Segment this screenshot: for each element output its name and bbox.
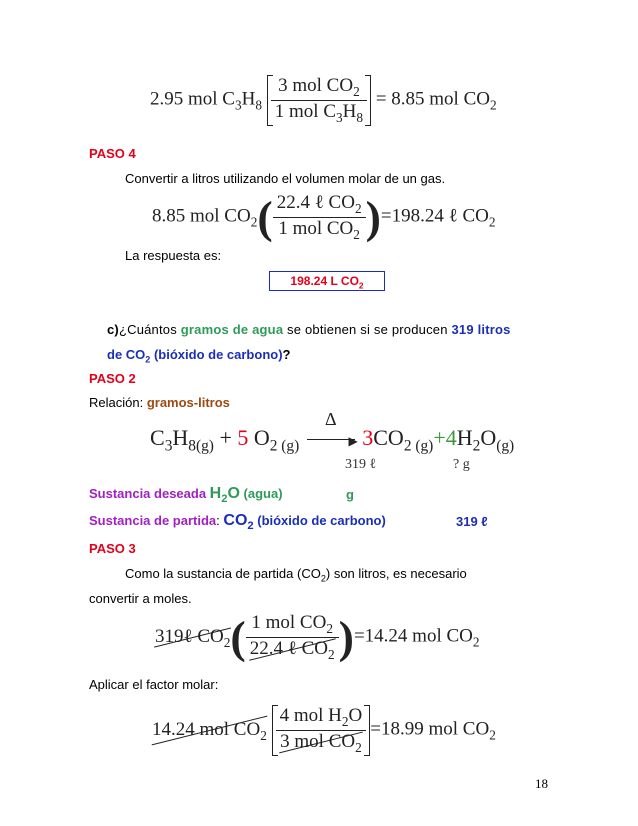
question-c-line-2: de $CO_2$ (bióxido de carbono)? xyxy=(107,347,291,365)
equation-c3h8-to-co2: 2.95 mol $C_3H_8$ $\frac{3 mol CO_2}{1 mol C_3H_8}$ = 8.85 mol $CO_2$ xyxy=(150,75,497,125)
paso-4-text: Convertir a litros utilizando el volumen molar de un gas. xyxy=(125,171,446,186)
relation-line: Relación: gramos-litros xyxy=(89,395,230,410)
factor-molar-text: Aplicar el factor molar: xyxy=(89,677,219,692)
h2o-amount-label: ? g xyxy=(453,457,470,472)
equation-moles-to-liters: 8.85 mol $CO_2$( $\frac{22.4 \ell CO_2}{1 mol CO_2}$ )=198.24 ℓ $CO_2$ xyxy=(152,191,496,243)
question-c-line-1: c)¿Cuántos gramos de agua se obtienen si se producen 319 litros xyxy=(107,322,511,337)
answer-intro: La respuesta es: xyxy=(125,248,222,263)
paso-3-text-line-1: Como la sustancia de partida $(CO_2)$ son litros, es necesario xyxy=(125,566,467,584)
deseada-unit: g xyxy=(346,487,354,502)
paso-2-heading: PASO 2 xyxy=(89,371,136,386)
paso-4-heading: PASO 4 xyxy=(89,146,136,161)
co2-amount-label: 319 ℓ xyxy=(345,457,377,472)
equation-liters-to-moles: 319ℓ $CO_2$( $\frac{1 mol CO_2}{22.4 \ell CO_2}$ )=14.24 mol $CO_2$ xyxy=(155,611,480,663)
reaction-equation: $C_3H_{8(g)} + 5$ $O_{2 (g)}$ Δ ▶ $3CO_{2 (g)}+4H_2O_{(g)}$ xyxy=(150,409,515,455)
sustancia-deseada: Sustancia deseada $H_2O$ (agua) xyxy=(89,485,283,506)
partida-amount: 319 ℓ xyxy=(456,514,488,529)
paso-3-heading: PASO 3 xyxy=(89,541,136,556)
equation-molar-factor: 14.24 mol $CO_2$ $\frac{4 mol H_2O}{3 mol CO_2}$ =18.99 mol $CO_2$ xyxy=(152,705,496,755)
paso-3-text-line-2: convertir a moles. xyxy=(89,591,192,606)
sustancia-partida: Sustancia de partida: $CO_2$ (bióxido de carbono) xyxy=(89,512,386,533)
reaction-arrow: ▶ xyxy=(307,439,355,440)
page-number: 18 xyxy=(535,776,548,791)
answer-box: 198.24 L $CO_2$ xyxy=(269,271,385,291)
heat-delta: Δ xyxy=(324,409,337,429)
